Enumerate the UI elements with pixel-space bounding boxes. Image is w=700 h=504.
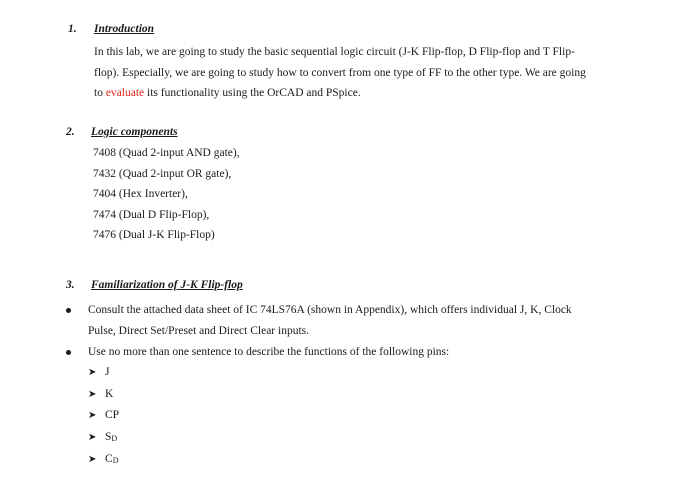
intro-line-3-end: its functionality using the OrCAD and PSpice. <box>144 87 361 99</box>
pin-item <box>88 362 119 384</box>
section-3-number: 3. <box>66 279 75 291</box>
component-item: 7476 (Dual J-K Flip-Flop) <box>93 229 215 241</box>
bullet-2 <box>88 342 449 363</box>
pin-label: C <box>105 453 113 465</box>
pin-subscript: D <box>112 456 119 465</box>
components-list <box>93 143 240 246</box>
intro-line-3 <box>94 83 586 104</box>
section-2-number: 2. <box>66 126 75 138</box>
bullet-2-line: Use no more than one sentence to describe the functions of the following pins: <box>88 346 450 358</box>
pin-label: J <box>105 366 110 378</box>
bullet-dot-icon <box>66 350 71 355</box>
pin-item <box>88 427 119 450</box>
intro-line-1: In this lab, we are going to study the basic sequential logic circuit (J-K Flip-flop, D Flip-flop and T Flip- <box>94 46 575 58</box>
pin-item <box>88 405 119 427</box>
section-1-number: 1. <box>68 23 77 35</box>
arrow-bullet-icon: ➤ <box>88 388 97 400</box>
bullet-dot-icon <box>66 308 71 313</box>
component-item: 7404 (Hex Inverter), <box>93 188 188 200</box>
bullet-1 <box>88 300 572 341</box>
component-item: 7432 (Quad 2-input OR gate), <box>93 167 232 180</box>
evaluate-highlight: evaluate <box>105 87 145 99</box>
component-item: 7474 (Dual D Flip-Flop), <box>93 208 210 221</box>
pin-subscript: D <box>111 433 118 443</box>
arrow-bullet-icon: ➤ <box>88 367 97 378</box>
pin-item <box>88 449 119 472</box>
pin-label: CP <box>105 409 120 421</box>
intro-line-3-start: to <box>94 87 106 99</box>
bullet-1-line-1: Consult the attached data sheet of IC 74LS76A (shown in Appendix), which offers individual J, K, Clock <box>88 304 572 316</box>
component-item: 7408 (Quad 2-input AND gate), <box>93 147 240 159</box>
arrow-bullet-icon: ➤ <box>88 454 97 465</box>
section-3-heading: Familiarization of J-K Flip-flop <box>91 279 243 291</box>
pins-list <box>88 362 119 472</box>
section-1-heading: Introduction <box>94 23 155 35</box>
pin-label: S <box>105 430 112 443</box>
intro-line-2: flop). Especially, we are going to study how to convert from one type of FF to the other type. We are going <box>94 66 586 79</box>
arrow-bullet-icon: ➤ <box>88 410 97 421</box>
pin-label: K <box>105 387 114 400</box>
section-2-heading: Logic components <box>91 126 178 138</box>
intro-paragraph <box>94 42 586 104</box>
arrow-bullet-icon: ➤ <box>88 431 97 443</box>
bullet-1-line-2: Pulse, Direct Set/Preset and Direct Clear inputs. <box>88 324 310 337</box>
pin-item <box>88 384 119 406</box>
